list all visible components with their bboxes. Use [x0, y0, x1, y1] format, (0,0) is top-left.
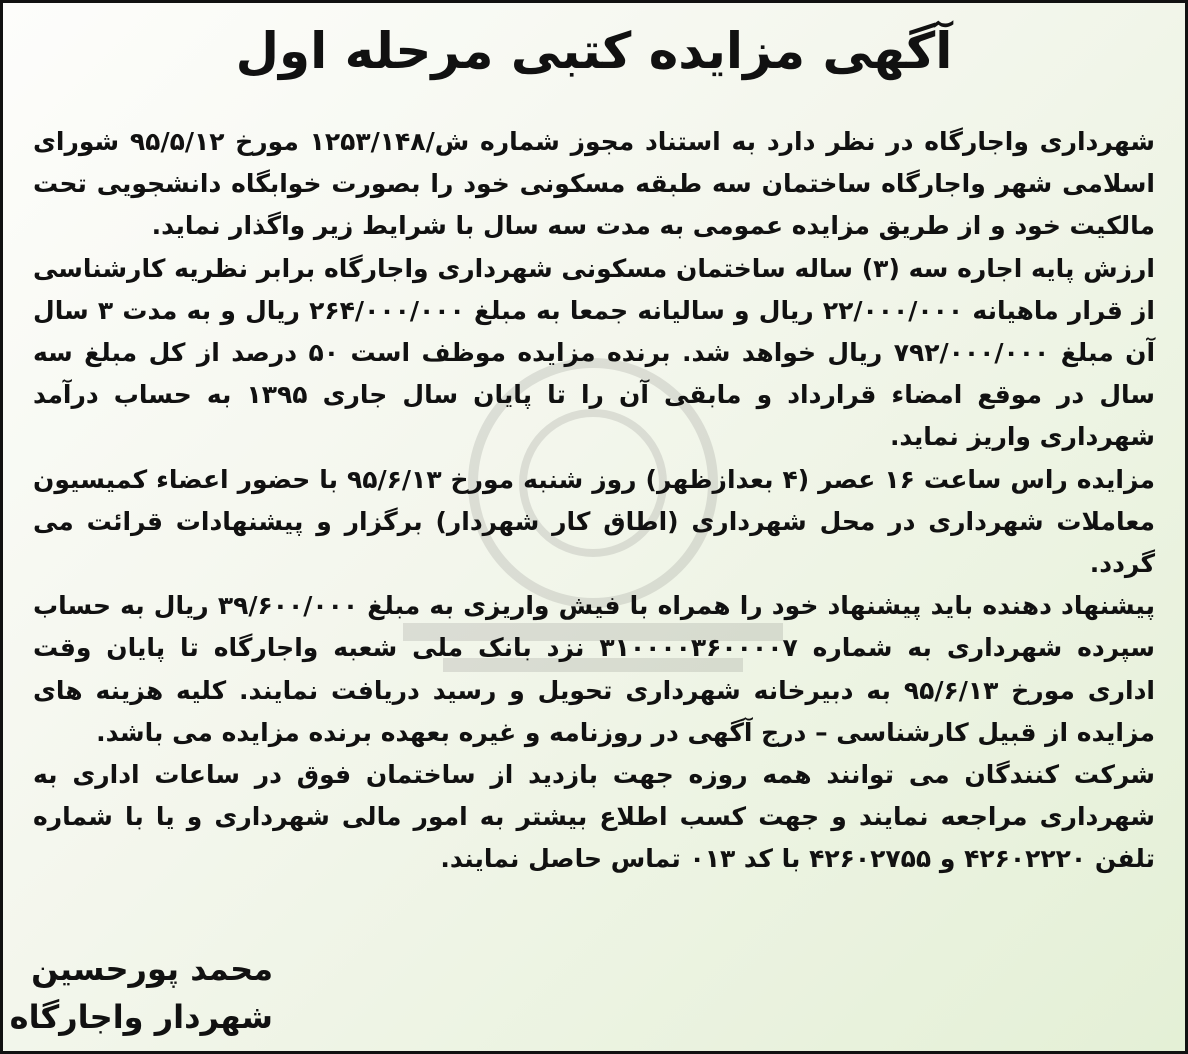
paragraph-auction-time: مزایده راس ساعت ۱۶ عصر (۴ بعدازظهر) روز شنبه مورخ ۹۵/۶/۱۳ با حضور اعضاء کمیسیون معاملات شهرداری در محل شهرداری (اطاق کار شهردار) برگزار و پیشنهادات قرائت می گردد.	[33, 464, 1155, 579]
signatory-name: محمد پورحسین	[31, 950, 273, 988]
signature-block	[3, 945, 273, 1041]
signatory-position: شهردار واجارگاه	[9, 998, 273, 1036]
notice-title: آگهی مزایده کتبی مرحله اول	[235, 22, 953, 80]
paragraph-contact: شرکت کنندگان می توانند همه روزه جهت بازدید از ساختمان فوق در ساعات اداری به شهرداری مراجعه نمایند و جهت کسب اطلاع بیشتر به امور مالی شهرداری و یا با شماره تلفن ۴۲۶۰۲۲۲۰ و ۴۲۶۰۲۷۵۵ با کد ۰۱۳ تماس حاصل نمایند.	[33, 760, 1155, 874]
paragraph-deposit: پیشنهاد دهنده باید پیشنهاد خود را همراه با فیش واریزی به مبلغ ۳۹/۶۰۰/۰۰۰ ریال به حساب سپرده شهرداری به شماره ۳۱۰۰۰۰۳۶۰۰۰۰۷ نزد بانک ملی شعبه واجارگاه تا پایان وقت اداری مورخ ۹۵/۶/۱۳ به دبیرخانه شهرداری تحویل و رسید دریافت نمایند. کلیه هزینه های مزایده از قبیل کارشناسی – درج آگهی در روزنامه و غیره بعهده برنده مزایده می باشد.	[33, 591, 1156, 747]
paragraph-intro: شهرداری واجارگاه در نظر دارد به استناد مجوز شماره ش/۱۲۵۳/۱۴۸ مورخ ۹۵/۵/۱۲ شورای اسلامی شهر واجارگاه ساختمان سه طبقه مسکونی خود را بصورت خوابگاه دانشجویی تحت مالکیت خود و از طریق مزایده عمومی به مدت سه سال با شرایط زیر واگذار نماید.	[33, 127, 1155, 241]
paragraph-base-value: ارزش پایه اجاره سه (۳) ساله ساختمان مسکونی شهرداری واجارگاه برابر نظریه کارشناسی از قرار ماهیانه ۲۲/۰۰۰/۰۰۰ ریال و سالیانه جمعا به مبلغ ۲۶۴/۰۰۰/۰۰۰ ریال و به مدت ۳ سال آن مبلغ ۷۹۲/۰۰۰/۰۰۰ ریال خواهد شد. برنده مزایده موظف است ۵۰ درصد از کل مبلغ سه سال در موقع امضاء قرارداد و مابقی آن را تا پایان سال جاری ۱۳۹۵ به حساب درآمد شهرداری واریز نماید.	[33, 253, 1156, 452]
notice-body	[33, 121, 1155, 881]
